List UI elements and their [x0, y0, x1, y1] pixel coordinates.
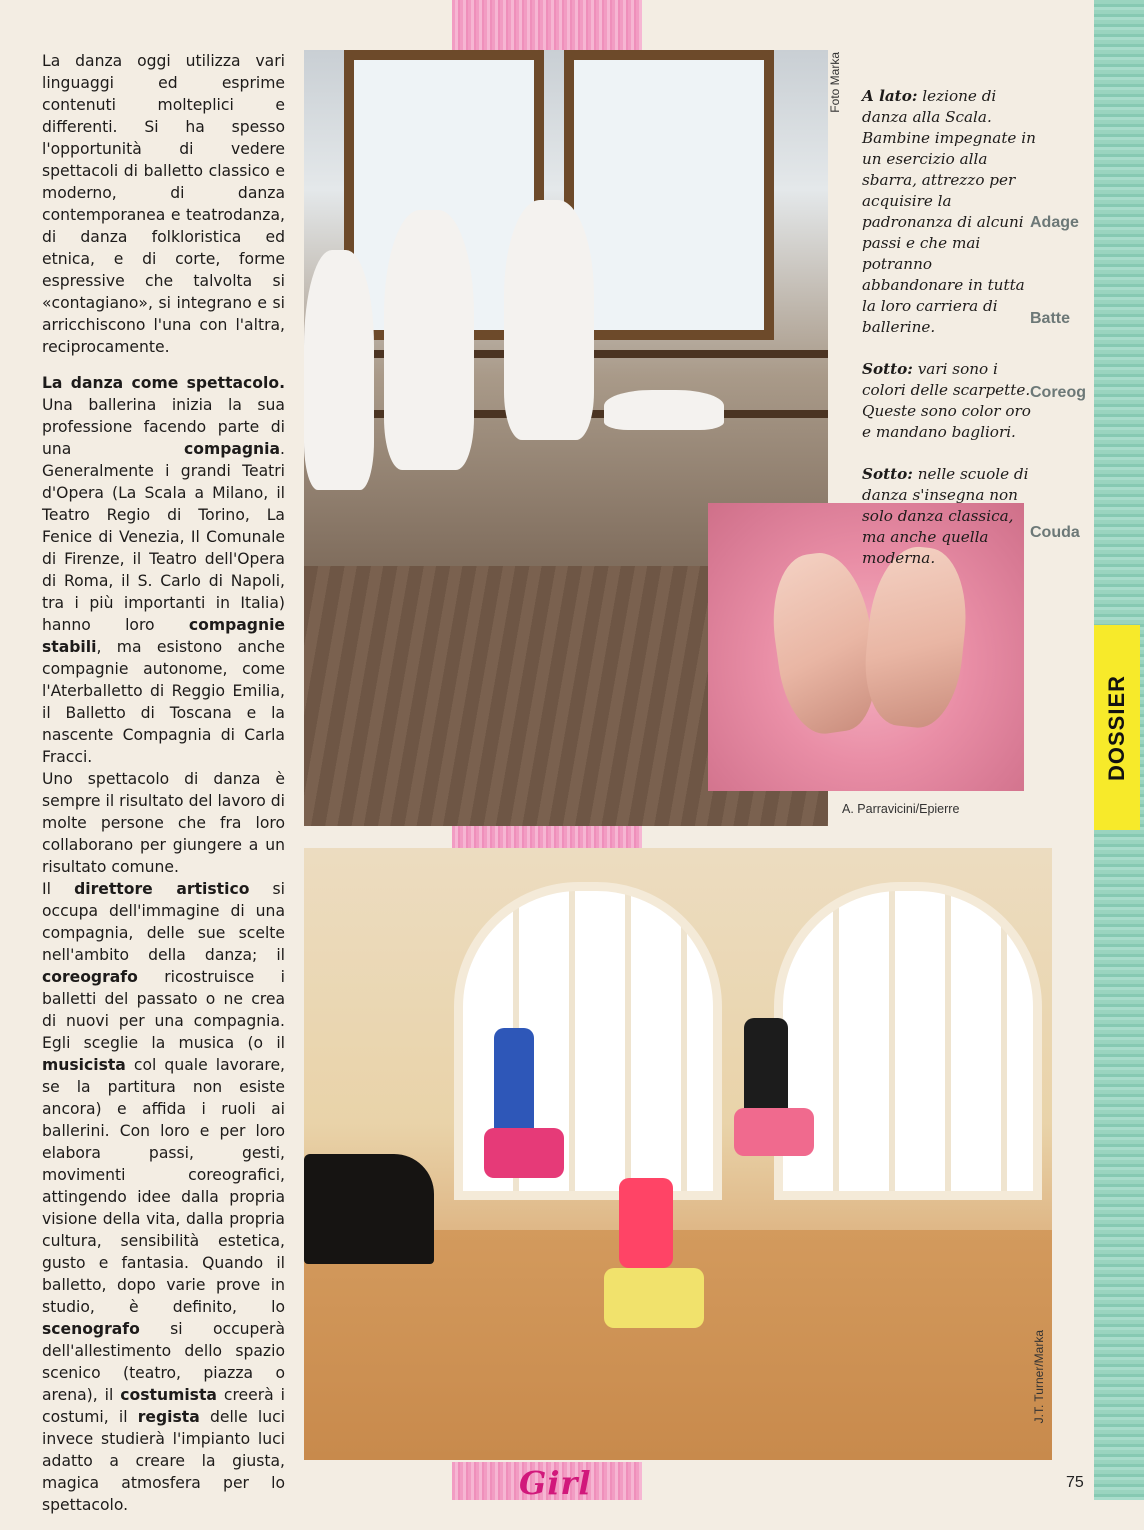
- body-text: . Generalmente i grandi Teatri d'Opera (La Scala a Milano, il Teatro Regio di Torino, La Fenice di Venezia, Il Comunale di Firenze, il Teatro dell'Opera di Roma, il S. Carlo di Napoli, tra i più importanti in Italia) hanno loro: [42, 440, 285, 634]
- intro-paragraph: La danza oggi utilizza vari linguaggi ed esprime contenuti molteplici e differenti. Si ha spesso l'opportunità di vedere spettacoli di balletto classico e moderno, di danza contemporanea e teatrodanza, di danza folkloristica ed etnica, e di corte, forme espressive che talvolta si «contagiano», si integrano e si arricchiscono l'una con l'altra, reciprocamente.: [42, 52, 285, 356]
- caption-sotto-studio: [862, 464, 1037, 569]
- caption-lead: A lato:: [862, 87, 918, 105]
- body-text: Una ballerina inizia la sua professione facendo parte di una: [42, 396, 285, 458]
- photo-dancer: [384, 210, 474, 470]
- caption-column: [862, 86, 1037, 590]
- section-tab: [1094, 625, 1140, 830]
- body-text: , ma esistono anche compagnie autonome, come l'Aterballetto di Reggio Emilia, il Balletto di Toscana e la nascente Compagnia di Carla Fracci.: [42, 638, 285, 766]
- bold-term: scenografo: [42, 1320, 140, 1338]
- photo-piano: [304, 1154, 434, 1264]
- caption-lead: Sotto:: [862, 465, 913, 483]
- photo-dancer: [304, 250, 374, 490]
- photo-floor: [304, 1230, 1052, 1460]
- photo-credit-studio: J.T. Turner/Marka: [1032, 1330, 1046, 1424]
- photo-credit-barre: Foto Marka: [828, 52, 842, 113]
- bold-term: compagnia: [184, 440, 281, 458]
- photo-dancer-skirt: [484, 1128, 564, 1178]
- section-heading: La danza come spettacolo.: [42, 374, 285, 392]
- bleed-word: Couda: [1030, 524, 1080, 541]
- facing-page-bleed: [1030, 522, 1094, 544]
- article-text-column: [42, 50, 285, 1530]
- photo-dancer-black: [744, 1018, 788, 1118]
- caption-text: nelle scuole di danza s'insegna non solo danza classica, ma anche quella moderna.: [862, 465, 1029, 567]
- photo-dancer-leg: [604, 390, 724, 430]
- photo-dance-studio: [304, 848, 1052, 1460]
- bleed-word: Adage: [1030, 214, 1079, 231]
- photo-dancer: [504, 200, 594, 440]
- body-text: creerà i costumi, il: [42, 1386, 286, 1426]
- photo-credit-shoes: A. Parravicini/Epierre: [842, 802, 960, 816]
- magazine-logo: Girl: [519, 1464, 592, 1502]
- body-text: Il: [42, 880, 75, 898]
- bleed-word: Batte: [1030, 310, 1071, 327]
- bold-term: direttore artistico: [74, 880, 250, 898]
- photo-window: [564, 50, 774, 340]
- pink-texture-band-middle: [452, 826, 642, 848]
- photo-arched-window: [774, 882, 1042, 1200]
- caption-a-lato: [862, 86, 1037, 338]
- facing-page-bleed: [1030, 308, 1094, 330]
- photo-dancer-blue: [494, 1028, 534, 1138]
- page-number: 75: [1066, 1474, 1084, 1491]
- bleed-word: Coreog: [1030, 384, 1086, 401]
- body-text: si occuperà dell'allestimento dello spazio scenico (teatro, piazza o arena), il: [42, 1320, 285, 1404]
- pink-texture-band-top: [452, 0, 642, 52]
- roles-paragraph: [42, 878, 285, 1516]
- body-text: si occupa dell'immagine di una compagnia, delle sue scelte nell'ambito della danza; il: [42, 880, 286, 964]
- photo-dancer-skirt: [734, 1108, 814, 1156]
- facing-page-bleed: [1030, 212, 1094, 234]
- team-paragraph: Uno spettacolo di danza è sempre il risultato del lavoro di molte persone che fra loro collaborano per giungere a un risultato comune.: [42, 770, 285, 876]
- bold-term: costumista: [120, 1386, 217, 1404]
- body-text: delle luci invece studierà l'impianto luci adatto a creare la giusta, magica atmosfera per lo spettacolo.: [42, 1408, 285, 1514]
- facing-page-bleed: [1030, 382, 1094, 404]
- caption-lead: Sotto:: [862, 360, 913, 378]
- body-text: col quale lavorare, se la partitura non esiste ancora) e affida i ruoli ai ballerini. Con loro e per loro elabora passi, gesti, movimenti coreografici, attingendo idee dalla propria visione della vita, dalla propria cultura, sensibilità estetica, gusto e fantasia. Quando il balletto, dopo varie prove in studio, è definito, lo: [42, 1056, 285, 1316]
- bold-term: regista: [137, 1408, 200, 1426]
- spectacle-paragraph: [42, 372, 285, 768]
- bold-term: coreografo: [42, 968, 138, 986]
- photo-dancer-yellow: [604, 1268, 704, 1328]
- bold-term: compagnie stabili: [42, 616, 285, 656]
- caption-text: vari sono i colori delle scarpette. Queste sono color oro e mandano bagliori.: [862, 360, 1031, 441]
- body-text: ricostruisce i balletti del passato o ne crea di nuovi per una compagnia. Egli sceglie la musica (o il: [42, 968, 285, 1052]
- photo-dancer-red: [619, 1178, 673, 1268]
- section-tab-label: DOSSIER: [1104, 674, 1129, 781]
- caption-text: lezione di danza alla Scala. Bambine impegnate in un esercizio alla sbarra, attrezzo per acquisire la padronanza di alcuni passi e che mai potranno abbandonare in tutta la loro carriera di ballerine.: [862, 87, 1036, 336]
- caption-sotto-shoes: [862, 359, 1037, 443]
- bold-term: musicista: [42, 1056, 126, 1074]
